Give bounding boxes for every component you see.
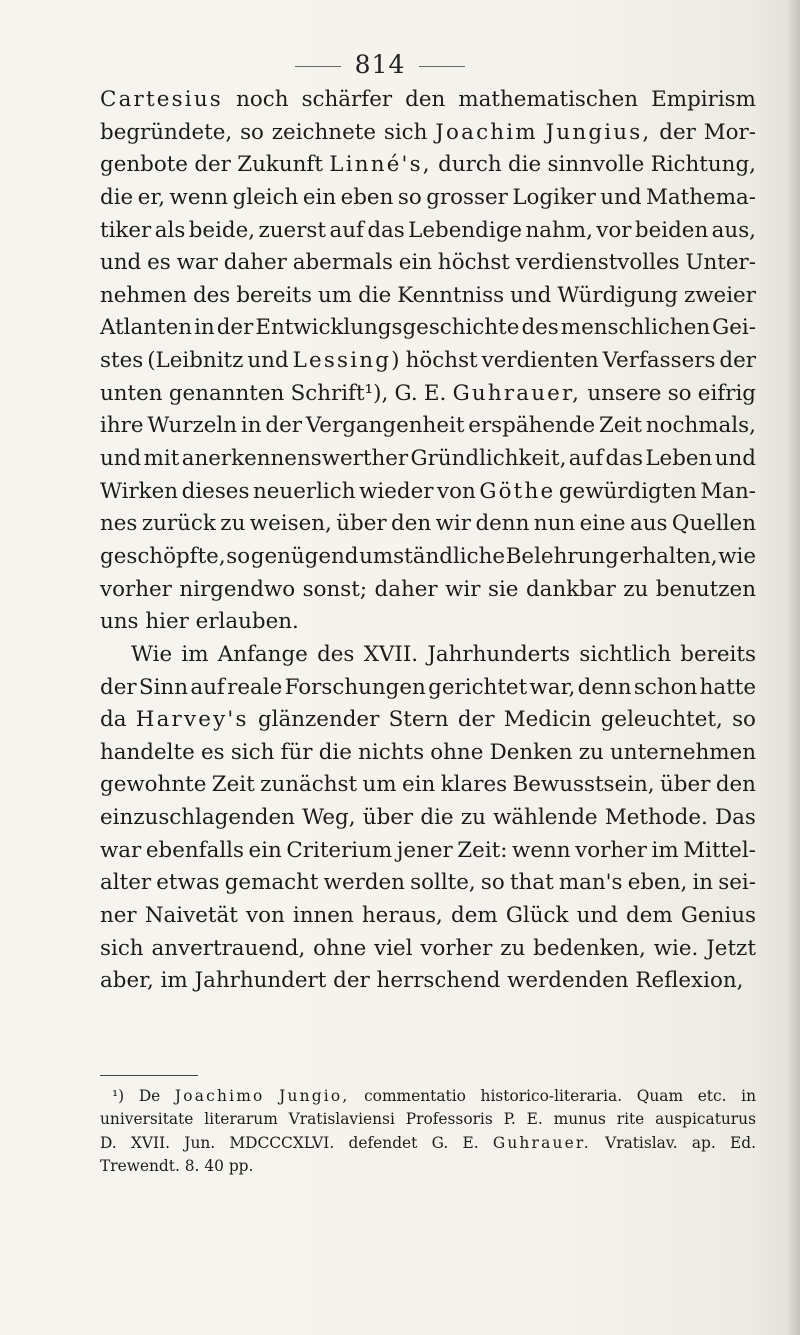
footnote [100, 1085, 756, 1178]
header-rule-left [295, 66, 341, 67]
header-rule-right [419, 66, 465, 67]
text-line: uns hier erlauben. [100, 609, 299, 635]
main-text [100, 84, 756, 998]
footnote-separator [100, 1075, 198, 1076]
text-line: gewohnte Zeit zunächst um ein klares Bewusstsein, über den [100, 772, 756, 798]
text-line: nehmen des bereits um die Kenntniss und Würdigung zweier [100, 282, 756, 308]
text-line: Wie im Anfange des XVII. Jahrhunderts sichtlich bereits [131, 641, 756, 667]
text-line: die er, wenn gleich ein eben so grosser Logiker und Mathema- [100, 184, 756, 210]
text-line: war ebenfalls ein Criterium jener Zeit: wenn vorher im Mittel- [100, 837, 756, 863]
page-number: 814 [354, 50, 406, 79]
text-line: begründete, so zeichnete sich Joachim Jungius, der Mor- [100, 119, 756, 145]
text-line: und es war daher abermals ein höchst verdienstvolles Unter- [100, 250, 756, 276]
text-line: stes (Leibnitz und Lessing) höchst verdienten Verfassers der [100, 348, 756, 374]
page-edge-shadow [786, 0, 800, 1335]
text-line: alter etwas gemacht werden sollte, so that man's eben, in sei- [100, 870, 756, 896]
text-line: Trewendt. 8. 40 pp. [100, 1156, 254, 1175]
text-line: vorher nirgendwo sonst; daher wir sie dankbar zu benutzen [100, 576, 756, 602]
text-line: Atlanten in der Entwicklungsgeschichte des menschlichen Gei- [100, 315, 756, 341]
text-line: Wirken dieses neuerlich wieder von Göthe gewürdigten Man- [100, 478, 756, 504]
text-line: Cartesius noch schärfer den mathematischen Empirism [100, 87, 756, 112]
text-line: ¹) De Joachimo Jungio, commentatio historico-literaria. Quam etc. in [112, 1087, 756, 1105]
text-line: geschöpfte, so genügend umständliche Belehrung erhalten, wie [100, 543, 756, 569]
text-line: und mit anerkennenswerther Gründlichkeit, auf das Leben und [100, 446, 756, 472]
text-line: nes zurück zu weisen, über den wir denn nun eine aus Quellen [100, 511, 756, 537]
text-line: handelte es sich für die nichts ohne Denken zu unternehmen [100, 739, 756, 765]
text-line: einzuschlagenden Weg, über die zu wählende Methode. Das [100, 805, 756, 831]
text-line: genbote der Zukunft Linné's, durch die sinnvolle Richtung, [100, 152, 756, 178]
text-line: da Harvey's glänzender Stern der Medicin geleuchtet, so [100, 707, 756, 733]
page-header [0, 50, 760, 79]
text-line: unten genannten Schrift¹), G. E. Guhrauer, unsere so eifrig [100, 380, 756, 406]
text-line: ihre Wurzeln in der Vergangenheit erspähende Zeit nochmals, [100, 413, 756, 439]
text-line: tiker als beide, zuerst auf das Lebendige nahm, vor beiden aus, [100, 217, 756, 243]
text-line: ner Naivetät von innen heraus, dem Glück und dem Genius [100, 903, 756, 929]
text-line: aber, im Jahrhundert der herrschend werdenden Reflexion, [100, 968, 744, 994]
text-line: universitate literarum Vratislaviensi Professoris P. E. munus rite auspicaturus [100, 1110, 756, 1129]
text-line: D. XVII. Jun. MDCCCXLVI. defendet G. E. Guhrauer. Vratislav. ap. Ed. [100, 1133, 756, 1152]
text-line: sich anvertrauend, ohne viel vorher zu bedenken, wie. Jetzt [100, 935, 756, 961]
text-line: der Sinn auf reale Forschungen gerichtet war, denn schon hatte [100, 674, 756, 700]
